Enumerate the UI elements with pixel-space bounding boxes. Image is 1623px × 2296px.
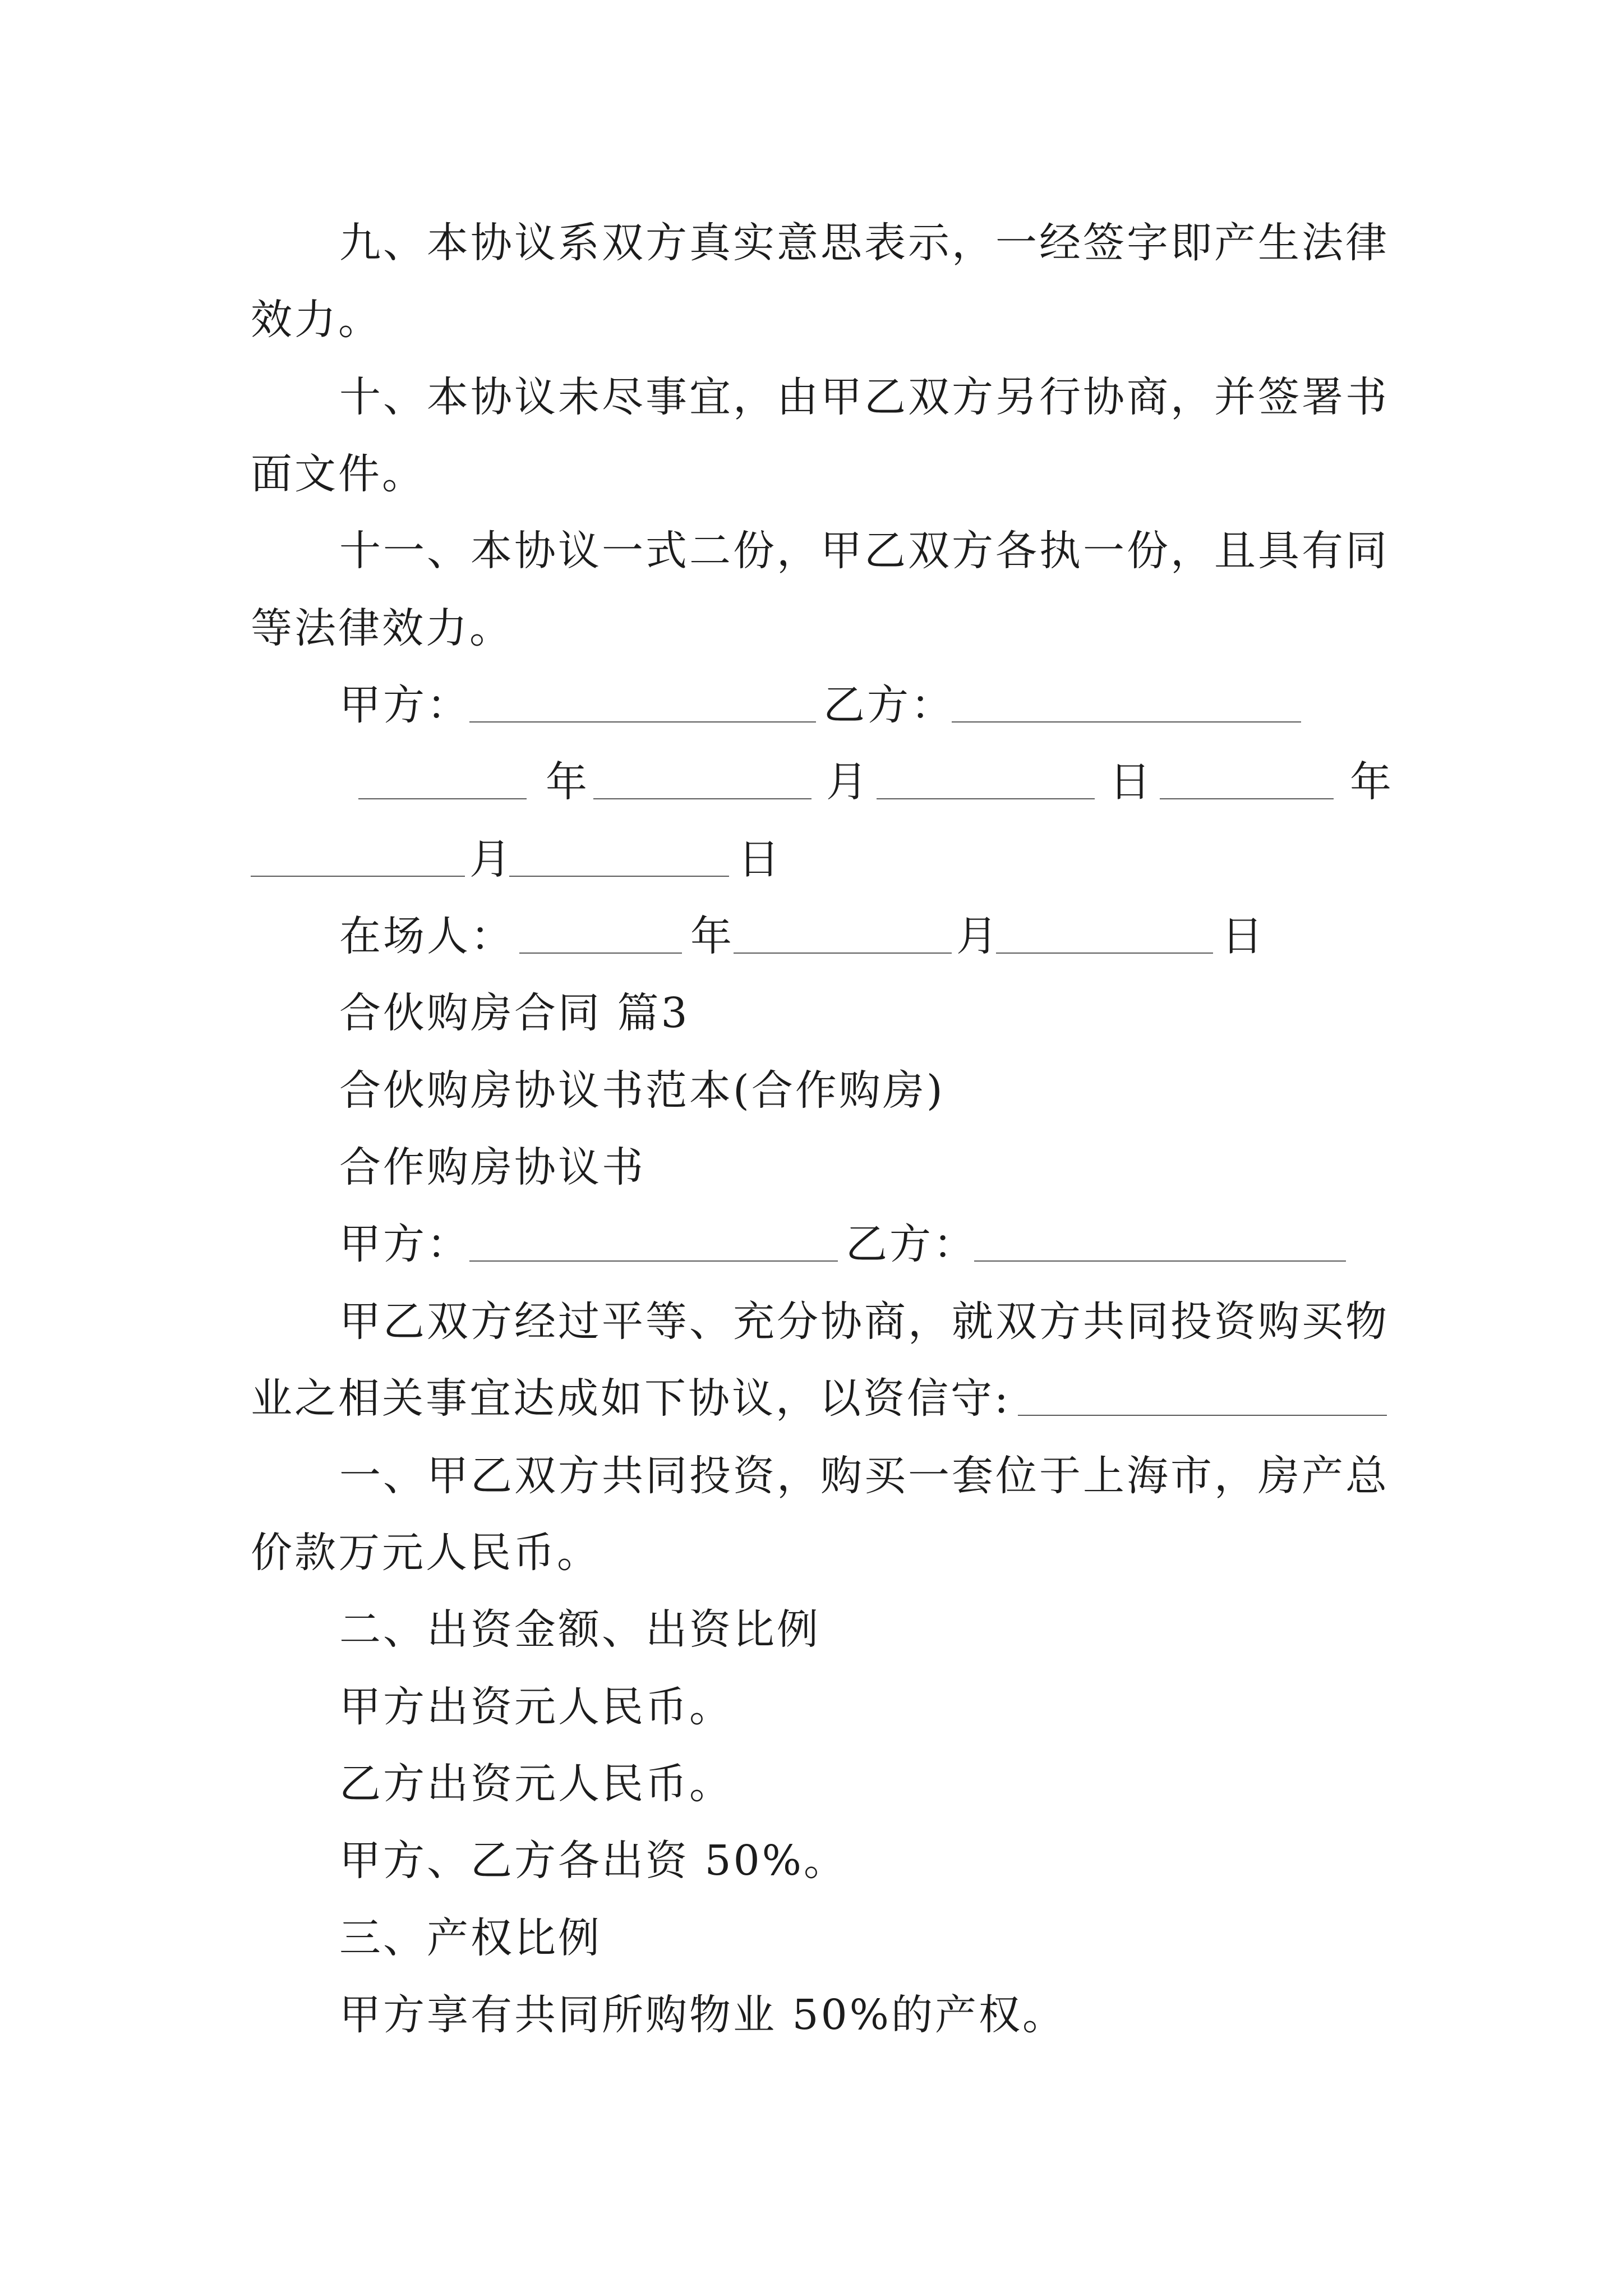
month-label: 月 [956, 912, 1000, 961]
part-subtitle: 合伙购房协议书范本(合作购房) [339, 1066, 945, 1115]
party-a-label: 甲方： [339, 1220, 471, 1269]
month-label: 月 [826, 758, 870, 807]
article-2-ratio: 甲方、乙方各出资 50%。 [339, 1837, 847, 1885]
party-a-blank [469, 721, 816, 723]
party-a-label: 甲方： [339, 681, 471, 730]
intro-line-2-text: 业之相关事宜达成如下协议，以资信守: [251, 1374, 1011, 1423]
article-3-heading: 三、产权比例 [339, 1913, 602, 1962]
intro-blank [1018, 1415, 1387, 1416]
clause-10-line-2: 面文件。 [251, 450, 426, 499]
year-label: 年 [690, 912, 734, 961]
intro-line-2 [0, 1360, 1623, 1437]
clause-11-line-2: 等法律效力。 [251, 604, 513, 652]
party-b-blank [952, 721, 1301, 723]
clause-11-line-1: 十一、本协议一式二份，甲乙双方各执一份，且具有同 [339, 527, 1389, 576]
clause-9-line-2: 效力。 [251, 296, 382, 344]
year-blank [358, 798, 527, 799]
witness-line [0, 898, 1623, 975]
signature-date-line-1 [0, 744, 1623, 821]
witness-label: 在场人： [339, 912, 514, 961]
party-b-label: 乙方： [823, 681, 955, 730]
signature-date-line-2 [0, 821, 1623, 898]
year-blank [1160, 798, 1334, 799]
article-2-party-b: 乙方出资元人民币。 [339, 1759, 733, 1808]
clause-10-line-1: 十、本协议未尽事宜，由甲乙双方另行协商，并签署书 [339, 372, 1389, 421]
day-blank [996, 953, 1213, 954]
article-2-party-a: 甲方出资元人民币。 [339, 1682, 733, 1731]
month-blank [593, 798, 811, 799]
signature-parties-line [0, 667, 1623, 744]
day-blank [877, 798, 1095, 799]
day-label: 日 [1109, 758, 1153, 807]
agreement-parties-line [0, 1206, 1623, 1283]
year-label: 年 [546, 758, 589, 807]
party-b-blank [974, 1260, 1346, 1262]
document-page [0, 205, 1623, 2054]
article-3-party-a: 甲方享有共同所购物业 50%的产权。 [339, 1990, 1066, 2039]
month-blank [251, 876, 465, 877]
day-blank [509, 876, 729, 877]
month-label: 月 [469, 835, 513, 884]
party-b-label: 乙方： [846, 1220, 977, 1269]
day-label: 日 [738, 835, 782, 884]
year-blank [519, 953, 682, 954]
article-1-line-1: 一、甲乙双方共同投资，购买一套位于上海市，房产总 [339, 1451, 1389, 1500]
article-1-line-2: 价款万元人民币。 [251, 1528, 601, 1577]
article-2-heading: 二、出资金额、出资比例 [339, 1605, 820, 1654]
intro-line-1: 甲乙双方经过平等、充分协商，就双方共同投资购买物 [339, 1297, 1389, 1346]
day-label: 日 [1221, 912, 1265, 961]
party-a-blank [469, 1260, 838, 1262]
agreement-title: 合作购房协议书 [339, 1143, 645, 1192]
part-heading: 合伙购房合同 篇3 [339, 989, 690, 1038]
month-blank [734, 953, 952, 954]
clause-9-line-1: 九、本协议系双方真实意思表示，一经签字即产生法律 [339, 219, 1389, 267]
year-label: 年 [1350, 758, 1394, 807]
